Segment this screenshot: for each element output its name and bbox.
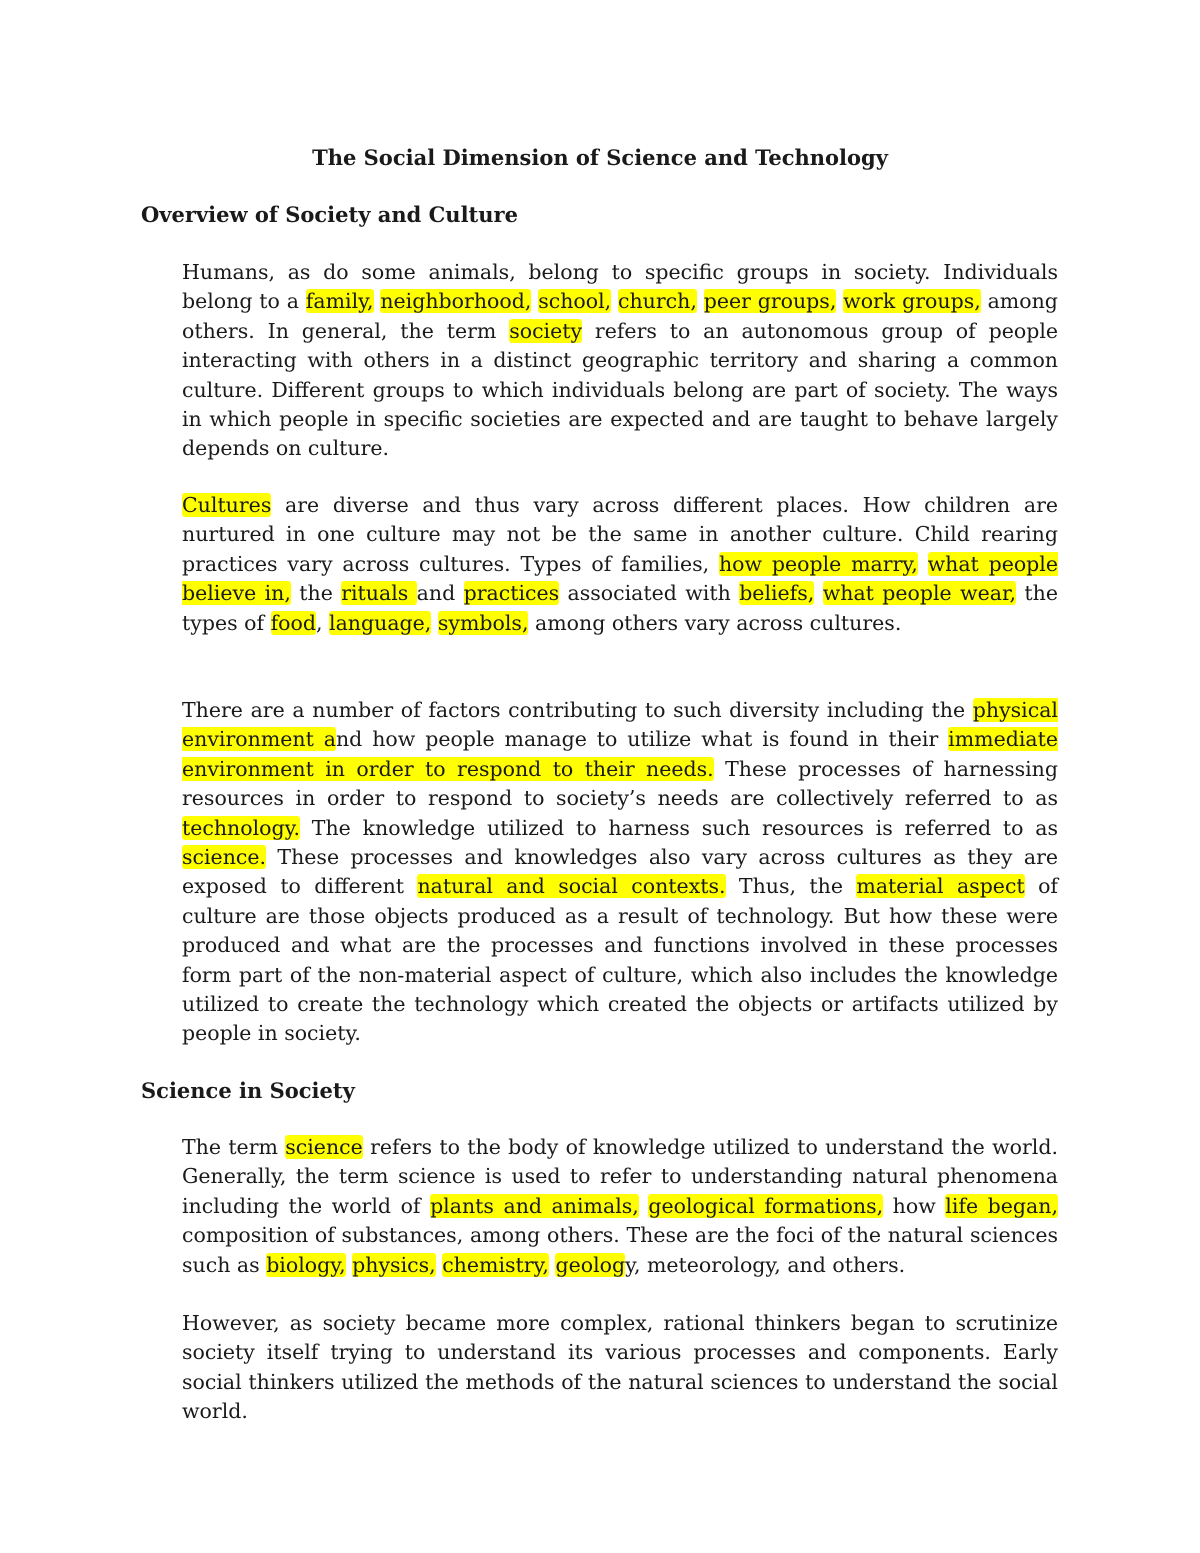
paragraph-text (918, 552, 928, 576)
paragraph-text: The term (182, 1135, 286, 1159)
highlighted-term: physics, (352, 1252, 436, 1277)
highlighted-term: neighborhood, (380, 289, 532, 314)
highlighted-term: science (285, 1135, 363, 1159)
highlighted-term: what people believe in, (182, 551, 1058, 606)
highlighted-term: rituals (341, 581, 417, 606)
highlighted-term: chemistry, (442, 1252, 549, 1277)
paragraph-text (431, 611, 438, 635)
paragraph-text: These processes and knowledges also vary across cultures as they are exposed to different (182, 845, 1058, 899)
paragraph-text: These processes of harnessing resources in order to respond to society’s needs are collectively referred to as (182, 756, 1058, 811)
highlighted-term: life began, (945, 1193, 1058, 1218)
highlighted-term: material aspect (856, 874, 1025, 899)
highlighted-term: society (509, 318, 583, 343)
highlighted-term: plants and animals, (430, 1193, 639, 1218)
highlighted-term: what people wear, (822, 581, 1017, 606)
highlighted-term: practices (463, 581, 560, 606)
section-heading-overview: Overview of Society and Culture (141, 202, 518, 227)
highlighted-term: biology, (266, 1252, 346, 1277)
paragraph-text: how (883, 1193, 946, 1218)
highlighted-term: work groups, (843, 289, 981, 314)
paragraph-text: composition of substances, among others. These are the foci of the natural sciences such as (182, 1223, 1058, 1277)
paragraph-text (639, 1194, 649, 1218)
paragraph-technology-science (182, 696, 1058, 1049)
paragraph-text: The knowledge utilized to harness such resources is referred to as (300, 815, 1058, 840)
paragraph-text (611, 289, 618, 313)
paragraph-text: refers to an autonomous group of people interacting with others in a distinct geographic territory and sharing a common culture. Different groups to which individuals belong are part of society. The ways in which people in specific societies are expected and are taught to behave largely depends on culture. (182, 318, 1059, 461)
highlighted-term: Cultures (182, 493, 272, 517)
paragraph-text: associated with (559, 581, 740, 606)
paragraph-text: Thus, the (725, 874, 857, 899)
paragraph-text: Humans, as do some animals, belong to specific groups in society. Individuals belong to a (182, 260, 1058, 314)
highlighted-term: geolog (555, 1252, 626, 1277)
paragraph-text: However, as society became more complex, rational thinkers began to scrutinize society itself trying to understand its various processes and components. Early social thinkers utilized the methods of the natural sciences to understand the social world. (182, 1311, 1058, 1424)
paragraph-society (182, 258, 1058, 464)
highlighted-term: beliefs, (739, 581, 815, 606)
highlighted-term: peer groups, (703, 289, 837, 314)
paragraph-text: y, meteorology, and others. (625, 1252, 906, 1277)
highlighted-term: language, (329, 610, 432, 635)
paragraph-text: among others. In general, the term (182, 289, 1058, 343)
paragraph-cultures (182, 491, 1058, 638)
paragraph-text: and (416, 581, 464, 606)
highlighted-term: natural and social contexts. (417, 874, 726, 899)
paragraph-text: refers to the body of knowledge utilized to understand the world. Generally, the term science is used to refer to understanding natural phenomena including the world of (182, 1135, 1058, 1218)
paragraph-science-definition (182, 1133, 1058, 1280)
paragraph-text: of culture are those objects produced as a result of technology. But how these were produced and what are the processes and functions involved in these processes form part of the non-material aspect of culture, which also includes the knowledge utilized to create the technology which created the objects or artifacts utilized by people in society. (182, 874, 1058, 1046)
paragraph-social-thinkers (182, 1309, 1058, 1427)
highlighted-term: physical environment a (182, 698, 1058, 752)
paragraph-text: among others vary across cultures. (528, 610, 902, 635)
highlighted-term: family, (305, 289, 374, 314)
highlighted-term: immediate environment in order to respond to their needs. (182, 727, 1058, 781)
highlighted-term: food (270, 610, 316, 635)
section-heading-science-in-society: Science in Society (141, 1078, 355, 1103)
document-title: The Social Dimension of Science and Technology (312, 145, 888, 170)
highlighted-term: school, (538, 289, 612, 314)
highlighted-term: church, (617, 289, 697, 314)
highlighted-term: technology. (182, 815, 300, 840)
paragraph-text (697, 289, 704, 313)
paragraph-text: the (290, 581, 342, 606)
paragraph-text: , (315, 610, 330, 635)
paragraph-text: are diverse and thus vary across different places. How children are nurtured in one culture may not be the same in another culture. Child rearing practices vary across cultures. Types of families, (182, 493, 1058, 576)
highlighted-term: symbols, (437, 610, 529, 635)
paragraph-text: nd how people manage to utilize what is found in their (335, 727, 949, 752)
highlighted-term: geological formations, (648, 1193, 884, 1218)
highlighted-term: how people marry, (718, 551, 918, 576)
paragraph-text: There are a number of factors contributing to such diversity including the (182, 698, 973, 722)
paragraph-text (814, 581, 822, 605)
highlighted-term: science. (182, 845, 267, 870)
paragraph-text: the types of (182, 581, 1058, 635)
